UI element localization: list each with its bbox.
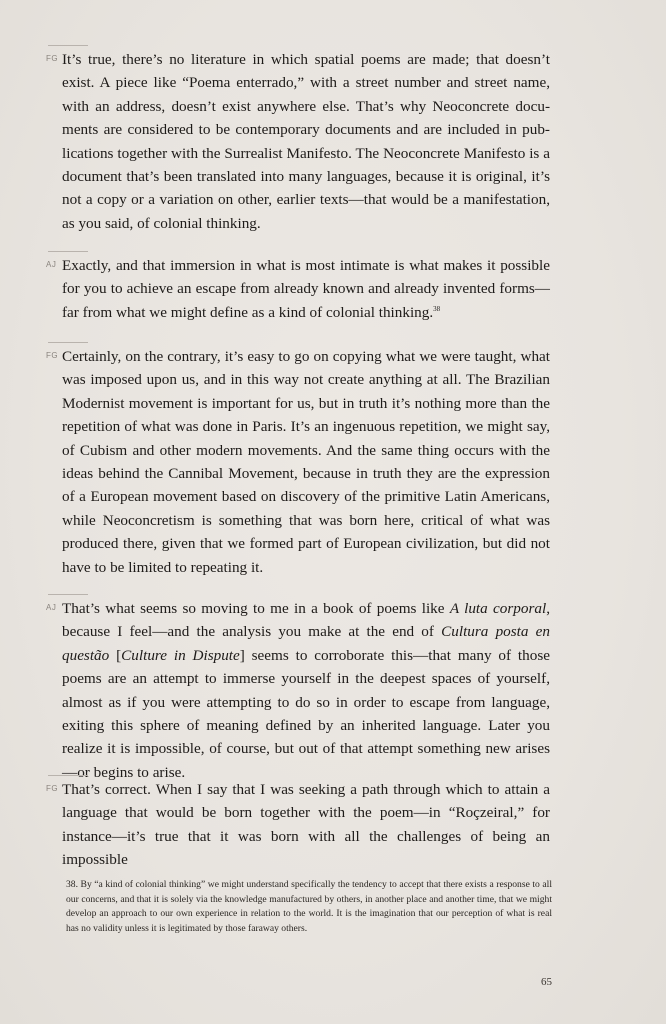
speaker-rule xyxy=(48,594,88,595)
speaker-label: AJ xyxy=(46,260,57,269)
speaker-label: FG xyxy=(46,351,59,360)
paragraph-text: It’s true, there’s no literature in which spatial poems are made; that doesn’t exist. A piece like “Poema enterrado,” with a street number and street name, with an address, doesn’t exist anywhere else. That’s why Neoconcrete docu-ments are considered to be contemporary documents and are included in pub-lications together with the Surrealist Manifesto. The Neoconcrete Manifesto is a document that’s been translated into many languages, because it is original, it’s not a copy or a variation on other, earlier texts—that would be a manifestation, as you said, of colonial thinking. xyxy=(62,51,550,232)
footnote: 38. By “a kind of colonial thinking” we might understand specifically the tendency to accept that there exists a response to all our concerns, and that it is solely via the knowledge manufactured by others, in another place and another time, that we might develop an approach to our own experience in relation to the world. It is the imagination that our perception of what is real has no validity unless it is legitimated by those faraway others. xyxy=(66,879,552,934)
paragraph-text-run: , because I feel—and the analysis you make at the end of xyxy=(62,600,550,641)
dialogue-paragraph xyxy=(46,778,550,872)
book-title: Cultura posta en questão xyxy=(62,623,550,664)
paragraph-text: That’s correct. When I say that I was seeking a path through which to attain a language that would be born together with the poem—in “Roçzeiral,” for instance—it’s true that it was born with all the challenges of being an impossible xyxy=(62,781,550,869)
page-number: 65 xyxy=(541,976,552,988)
speaker-rule xyxy=(48,342,88,343)
paragraph-text xyxy=(62,254,550,324)
book-title: A luta corporal xyxy=(449,600,547,617)
dialogue-paragraph xyxy=(46,597,550,784)
paragraph-text-run: [ xyxy=(109,646,122,664)
speaker-label: AJ xyxy=(46,603,57,612)
paragraph-text xyxy=(62,597,550,784)
speaker-rule xyxy=(48,45,88,46)
paragraph-text-run: ] seems to corroborate this—that many of those poems are an attempt to immerse yourself in the deepest spaces of yourself, almost as if you were attempting to do so in order to escape from language, exiting this sphere of meaning defined by an inherited language. Later you realize it is impossible, of course, but out of that attempt something new arises—or begins to arise. xyxy=(62,646,550,781)
dialogue-paragraph xyxy=(46,254,550,324)
translated-title: Culture in Dispute xyxy=(121,646,240,664)
paragraph-text-run: That’s what seems so moving to me in a book of poems like xyxy=(62,600,450,617)
speaker-rule xyxy=(48,251,88,252)
speaker-label: FG xyxy=(46,784,59,793)
footnote-reference[interactable]: 38 xyxy=(433,304,441,313)
paragraph-body: Exactly, and that immersion in what is most intimate is what makes it possible for you to achieve an escape from already known and already invented forms—far from what we might define as a kind of colonial thinking. xyxy=(62,257,550,321)
paragraph-text: Certainly, on the contrary, it’s easy to go on copying what we were taught, what was imposed upon us, and in this way not create anything at all. The Brazilian Modernist movement is important for us, but in truth it’s nothing more than the repetition of what was done in Paris. It’s an ingenuous repetition, we might say, of Cubism and other modern movements. And the same thing occurs with the ideas behind the Cannibal Movement, because in truth they are the expression of a European movement based on discovery of the primitive Latin Americans, while Neoconcretism is something that was born here, critical of what was produced there, given that we formed part of European civilization, but did not have to be limited to repeating it. xyxy=(62,348,550,576)
speaker-rule xyxy=(48,775,88,776)
speaker-label: FG xyxy=(46,54,59,63)
dialogue-paragraph xyxy=(46,48,550,235)
dialogue-paragraph xyxy=(46,345,550,579)
